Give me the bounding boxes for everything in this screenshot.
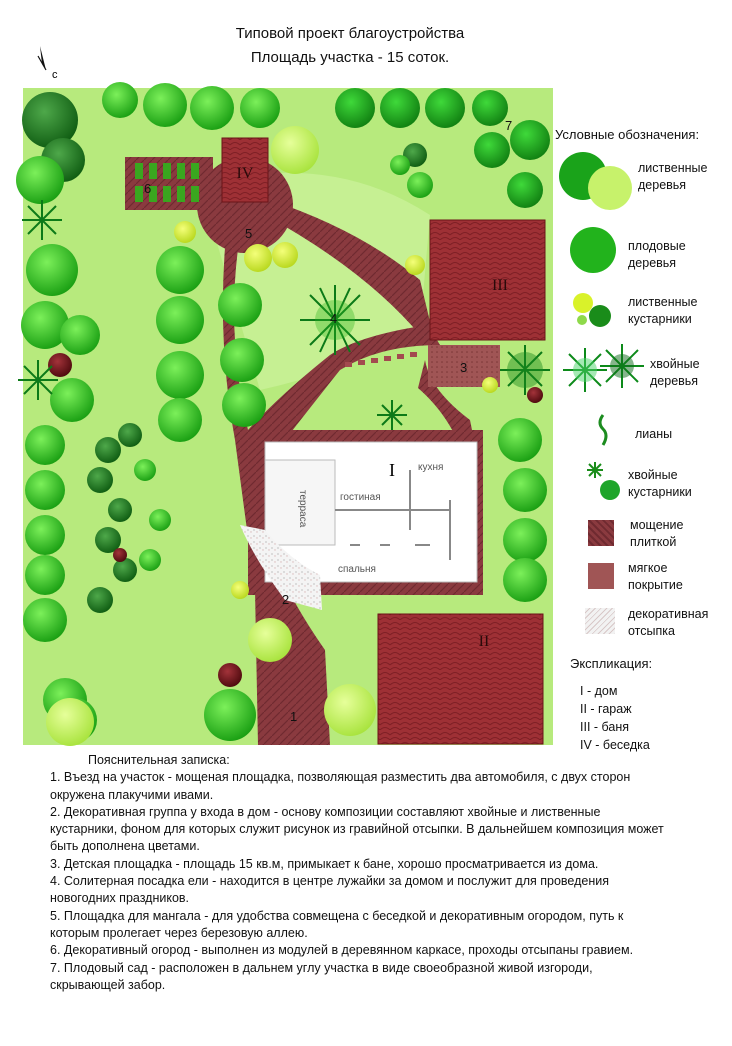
- note-heading: Пояснительная записка:: [88, 753, 230, 767]
- soft-surface-icon: [588, 563, 614, 589]
- explanatory-note: [50, 752, 670, 994]
- legend-conifer-shrubs: хвойные кустарники: [628, 468, 692, 499]
- legend-fruit-trees: плодовые деревья: [628, 239, 686, 270]
- legend-gravel-fill: декоративная отсыпка: [628, 607, 709, 638]
- title-line-2: Площадь участка - 15 соток.: [250, 49, 450, 66]
- explication-title: Экспликация:: [570, 656, 653, 671]
- note-item: 3. Детская площадка - площадь 15 кв.м, примыкает к бане, хорошо просматривается из дома.: [50, 856, 599, 871]
- gravel-fill-icon: [585, 608, 615, 634]
- marker-7: 7: [505, 118, 513, 133]
- marker-3: 3: [460, 360, 468, 375]
- legend-tile-paving: мощение плиткой: [630, 518, 684, 549]
- marker-6: 6: [144, 181, 152, 196]
- marker-5: 5: [245, 226, 253, 241]
- marker-2: 2: [282, 592, 290, 607]
- fruit-trees-icon: [568, 225, 618, 275]
- conifer-trees-icon: [560, 340, 650, 400]
- room-bedroom: спальня: [338, 564, 376, 575]
- legend-soft-surface: мягкое покрытие: [628, 561, 683, 592]
- legend-conifer-trees: хвойные деревья: [650, 357, 700, 388]
- room-living: гостиная: [340, 492, 381, 503]
- compass-label: с: [52, 69, 58, 81]
- house-label: I: [389, 460, 395, 480]
- garage-building: [378, 614, 543, 744]
- note-item: 2. Декоративная группа у входа в дом - основу композиции составляют хвойные и лиственные кустарники, фоном для которых служит рисунок из гравийной отсыпки. В дальнейшем композиция может быть дополнена цветами.: [50, 804, 664, 854]
- tile-paving-icon: [588, 520, 614, 546]
- bath-label: III: [492, 277, 508, 294]
- legend-deciduous-trees: лиственные деревья: [638, 161, 708, 192]
- note-item: 7. Плодовый сад - расположен в дальнем углу участка в виде своеобразной живой изгороди, скрывающей забор.: [50, 960, 593, 992]
- room-kitchen: кухня: [418, 462, 444, 473]
- note-item: 6. Декоративный огород - выполнен из модулей в деревянном каркасе, проходы отсыпаны гравием.: [50, 943, 634, 958]
- title-line-1: Типовой проект благоустройства: [235, 25, 465, 42]
- note-item: 1. Въезд на участок - мощеная площадка, позволяющая разместить два автомобиля, с двух сторон окружена плакучими ивами.: [50, 770, 631, 802]
- vines-icon: [595, 413, 611, 447]
- legend-vines: лианы: [635, 427, 673, 441]
- explication-item: II - гараж: [580, 702, 632, 716]
- explication-item: III - баня: [580, 720, 630, 734]
- deciduous-shrubs-icon: [570, 290, 615, 330]
- note-item: 5. Площадка для мангала - для удобства совмещена с беседкой и декоративным огородом, путь к которым пролегает через березовую аллею.: [50, 908, 624, 940]
- room-terrace: терраса: [297, 490, 308, 528]
- explication-item: IV - беседка: [580, 738, 650, 752]
- legend-title: Условные обозначения:: [555, 127, 700, 142]
- garage-label: II: [478, 633, 490, 650]
- legend-deciduous-shrubs: лиственные кустарники: [628, 295, 698, 326]
- marker-1: 1: [290, 709, 298, 724]
- deciduous-trees-icon: [555, 148, 635, 213]
- gazebo-label: IV: [236, 165, 254, 182]
- marker-4: 4: [330, 311, 338, 326]
- bath-building: [430, 220, 545, 340]
- explication-item: I - дом: [580, 684, 618, 698]
- note-item: 4. Солитерная посадка ели - находится в центре лужайки за домом и послужит для проведения новогодних праздников.: [50, 874, 610, 906]
- conifer-shrubs-icon: [585, 460, 625, 505]
